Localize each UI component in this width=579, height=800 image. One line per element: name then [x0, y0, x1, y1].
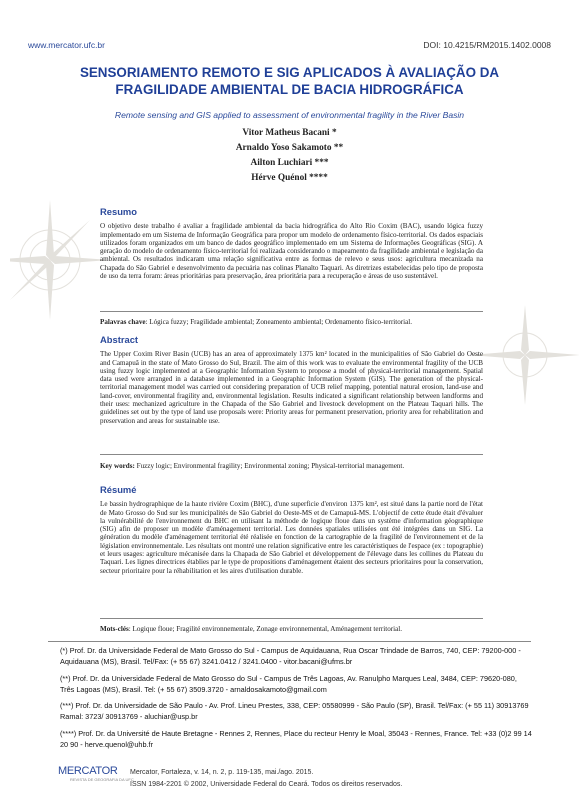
footnote-4: (****) Prof. Dr. da Université de Haute Bretagne - Rennes 2, Rennes, Place du recteur Henry le Moal, 35043 - Rennes, France. Tel: +33 (0)2 99 14 20 90 - herve.quenol@uhb.fr [60, 729, 532, 750]
resumo-heading: Resumo [100, 206, 137, 217]
doi-label: DOI: 10.4215/RM2015.1402.0008 [423, 40, 551, 50]
resume-heading: Résumé [100, 484, 137, 495]
author-list [0, 126, 579, 186]
keywords-text: : Lógica fuzzy; Fragilidade ambiental; Zoneamento ambiental; Ordenamento físico-territorial. [145, 318, 413, 326]
divider [100, 454, 483, 455]
resume-keywords [100, 625, 483, 633]
footnote-1: (*) Prof. Dr. da Universidade Federal de Mato Grosso do Sul - Campus de Aquidauana, Rua Oscar Trindade de Barros, 740, CEP: 79200-000 - Aquidauana (MS), Brasil. Tel/Fax: (+ 55 67) 3241.0412 / 3241.0400 - vitor.bacani@ufms.br [60, 646, 521, 667]
footnote-2: (**) Prof. Dr. da Universidade Federal de Mato Grosso do Sul - Campus de Três Lagoas, Av. Ranulpho Marques Leal, 3484, CEP: 79620-080, Três Lagoas (MS), Brasil. Tel: (+ 55 67) 3509.3720 - arnaldosakamoto@gmail.com [60, 674, 517, 695]
footnote-divider [48, 641, 531, 642]
title-line-1: SENSORIAMENTO REMOTO E SIG APLICADOS À AVALIAÇÃO DA [79, 65, 500, 80]
article-title [40, 64, 539, 98]
keywords-label: Key words: [100, 462, 135, 470]
page-footer [58, 765, 549, 789]
article-subtitle: Remote sensing and GIS applied to assessment of environmental fragility in the River Basin [114, 110, 465, 120]
author-name: Arnaldo Yoso Sakamoto ** [235, 143, 344, 153]
keywords-label: Palavras chave [100, 318, 146, 326]
footer-citation [130, 767, 402, 791]
resume-text: Le bassin hydrographique de la haute rivière Coxim (BHC), d'une superficie d'environ 1375 km², est situé dans la partie nord de l'état de Mato Grosso do Sud sur les municipalités de São Gabriel do Oeste-MS et de Camapuã-MS. L'objectif de cette étude était d'évaluer la vulnérabilité de l'environnement du BHC en utilisant la méthode de logique floue dans un système d'information géographique (SIG) afin de proposer un modèle d'aménagement territorial. Les données spatiales utilisées ont été intégrées dans un SIG. La génération du modèle d'aménagement territorial été réalisée en fonction de la cartographie de la fragilité de l'environnement et de la législation environnementale. Les résultats ont montré une relation significative entre les caractéristiques de l'espace (ex : topographie) et leurs usages: agriculture mécanisée dans la Chapada de São Gabriel et développement de l'élevage dans les collines du Plateau du Taquari. Les lignes directrices établies par le type de propositions d'aménagement étaient des secteurs prioritaires pour la conservation, secteur prioritaire pour la réhabilitation et les aires d'utilisation durable. [100, 500, 483, 575]
citation-line: Mercator, Fortaleza, v. 14, n. 2, p. 119-135, mai./ago. 2015. [130, 769, 314, 776]
author-name: Ailton Luchiari *** [250, 158, 329, 168]
abstract-heading: Abstract [100, 334, 139, 345]
resume-section [100, 486, 483, 575]
resumo-keywords [100, 318, 483, 326]
keywords-text: Fuzzy logic; Environmental fragility; Environmental zoning; Physical-territorial management. [134, 462, 405, 470]
logo-subtext: REVISTA DE GEOGRAFIA DA UFC [70, 777, 134, 782]
header-bar [28, 40, 551, 50]
footnote-3: (***) Prof. Dr. da Universidade de São Paulo - Av. Prof. Lineu Prestes, 338, CEP: 05580999 - São Paulo (SP), Brasil. Tel/Fax: (+ 55 11) 30913769 Ramal: 3723/ 30913769 - aluchiar@usp.br [60, 701, 529, 722]
divider [100, 311, 483, 312]
title-line-2: FRAGILIDADE AMBIENTAL DE BACIA HIDROGRÁFICA [115, 82, 464, 97]
journal-url-link[interactable]: www.mercator.ufc.br [28, 40, 105, 50]
issn-line: ISSN 1984-2201 © 2002, Universidade Federal do Ceará. Todos os direitos reservados. [130, 781, 403, 788]
keywords-label: Mots-clés [100, 625, 129, 633]
abstract-keywords [100, 462, 483, 470]
abstract-section [100, 336, 483, 425]
compass-rose-icon [470, 305, 579, 405]
divider [100, 618, 483, 619]
journal-logo [58, 765, 134, 782]
resumo-section [100, 208, 483, 280]
resumo-text: O objetivo deste trabalho é avaliar a fragilidade ambiental da bacia hidrográfica do Alto Rio Coxim (BAC), usando lógica fuzzy implementado em um Sistema de Informação Geográfica para propor um modelo de ordenamento físico-territorial. Os dados espaciais utilizados foram organizados em um banco de dados geográfico implementado em um Sistema de Informações Geográficas (SIG). A geração do modelo de ordenamento físico-territorial foi realizada considerando o mapeamento da fragilidade ambiental e legislação da ambiental. Os resultados indicaram uma relação significativa entre as formas de relevo e seus usos: agricultura mecanizada na Chapada do São Gabriel e desenvolvimento da pecuária nas colinas Planalto Taquari. As diretrizes estabelecidas pelo tipo de proposta de uso da terra foram: áreas prioritárias para preservação, área prioritária para a recuperação e áreas de uso sustentável. [100, 222, 483, 281]
logo-text: MERCATOR [58, 765, 118, 777]
abstract-text: The Upper Coxim River Basin (UCB) has an area of approximately 1375 km² located in the municipalities of São Gabriel do Oeste and Camapuã in the state of Mato Grosso do Sul, Brazil. The aim of this work was to evaluate the environmental fragility of the UCB using fuzzy logic implemented at a Geographic Information System to propose a model of physical-territorial management. Spatial data used were arranged in a database implemented in a Geographic Information System (GIS). The generation of the physical-territorial management model was carried out considering preparation of UCB relief mapping, potential natural erosion, land-use and land-cover, environmental fragility and, environmental legislation. Results indicated a significant relationship between landforms and their uses: mechanized agriculture in the Chapada of the São Gabriel and livestock development on the Plateau Taquari hills. The guidelines set out by the type of land use proposals were: Priority areas for permanent preservation, priority area for rehabilitation and preservation and areas for sustainable use. [100, 350, 483, 425]
author-name: Hérve Quénol **** [251, 173, 328, 183]
keywords-text: : Logique floue; Fragilité environnementale, Zonage environnemental, Aménagement territorial. [128, 625, 402, 633]
author-name: Vitor Matheus Bacani * [242, 128, 337, 138]
